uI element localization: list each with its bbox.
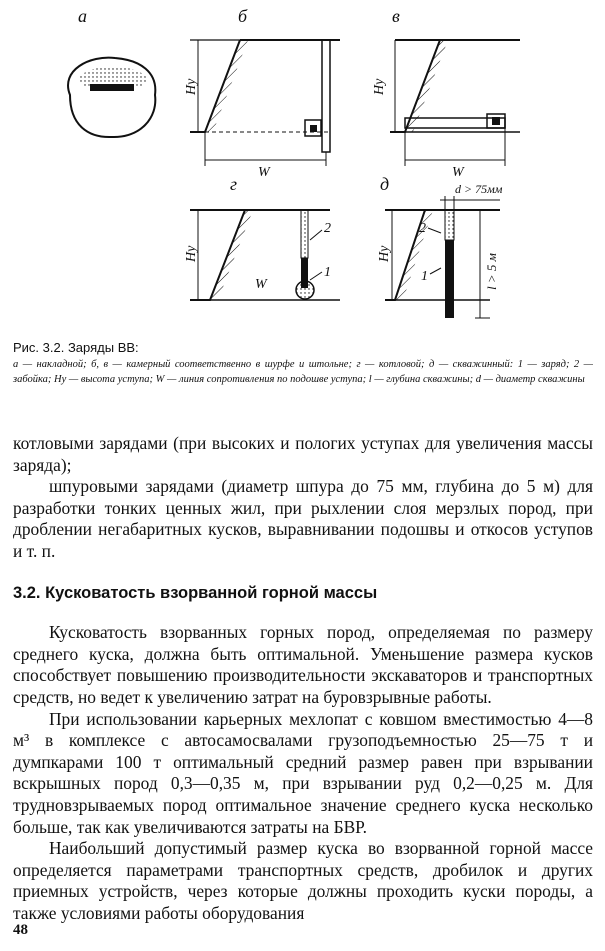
caption-text: а — накладной; б, в — камерный соответственно в шурфе и штольне; г — котловой; д — скважинный: 1 — заряд; 2 — забойка; Hу — высота уступа; W — линия сопротивления по подошве уступа; l — глубина скважины; d — диаметр скважины [13, 359, 593, 385]
panel-d-diameter-label: d > 75мм [455, 182, 503, 196]
panel-g-stemming-label: 2 [324, 221, 331, 236]
panel-letter-d: д [380, 174, 390, 194]
page-number: 48 [13, 922, 28, 938]
figure-drawing [0, 0, 605, 340]
panel-letter-b: б [238, 6, 248, 26]
panel-v-w-label: W [452, 165, 464, 180]
paragraph: Кусковатость взорванных горных пород, определяемая по размеру среднего куска, должна быть оптимальной. Уменьшение размера кусков способствует повышению производительности экскаваторов и транспортных средств, но ведет к увеличению затрат на буровзрывные работы. [13, 622, 593, 707]
paragraph: котловыми зарядами (при высоких и пологих уступах для увеличения массы заряда); [13, 433, 593, 475]
panel-b-chamber-pit [190, 40, 340, 166]
figure-caption [13, 340, 593, 387]
paragraph: При использовании карьерных мехлопат с ковшом вместимостью 4—8 м³ в комплексе с автосамосвалами грузоподъемностью 25—75 т и думпкарами 100 т оптимальный средний размер равен при взрывании вскрышных пород 0,3—0,35 м, при взрывании руд 0,2—0,25 м. Для трудновзрываемых пород оптимальное значение среднего куска несколько больше, так как увеличиваются затраты на БВР. [13, 708, 593, 837]
panel-a-boulder [68, 58, 155, 137]
panel-d-stemming-label: 2 [419, 221, 426, 236]
paragraph: шпуровыми зарядами (диаметр шпура до 75 мм, глубина до 5 м) для разработки тонких ценных жил, при рыхлении слоя мерзлых пород, при дроблении негабаритных кусков, выравнивании подошвы и откосов уступов и т. п. [13, 476, 593, 561]
panel-v-height-label: Hу [372, 78, 387, 95]
panel-v-chamber-adit [390, 40, 520, 166]
panel-b-w-label: W [258, 165, 270, 180]
panel-letter-g: г [230, 174, 238, 194]
panel-letter-a: а [78, 6, 87, 26]
figure-3-2 [0, 0, 605, 340]
panel-g-charge-label: 1 [324, 265, 331, 280]
paragraph: Наибольший допустимый размер куска во взорванной горной массе определяется параметрами транспортных средств, дробилок и других приемных устройств, через которые должны проходить куски породы, а также условиями работы оборудования [13, 838, 593, 923]
panel-g-w-label: W [255, 277, 267, 292]
panel-d-charge-label: 1 [421, 269, 428, 284]
panel-g-height-label: Hу [184, 245, 199, 262]
panel-d-borehole [385, 196, 500, 318]
panel-letter-v: в [392, 6, 400, 26]
panel-d-depth-label: l > 5 м [484, 253, 499, 290]
section-title: 3.2. Кусковатость взорванной горной массы [13, 583, 378, 602]
panel-b-height-label: Hу [184, 78, 199, 95]
body-text [13, 433, 593, 924]
caption-title: Рис. 3.2. Заряды ВВ: [13, 340, 139, 355]
panel-d-height-label: Hу [377, 245, 392, 262]
